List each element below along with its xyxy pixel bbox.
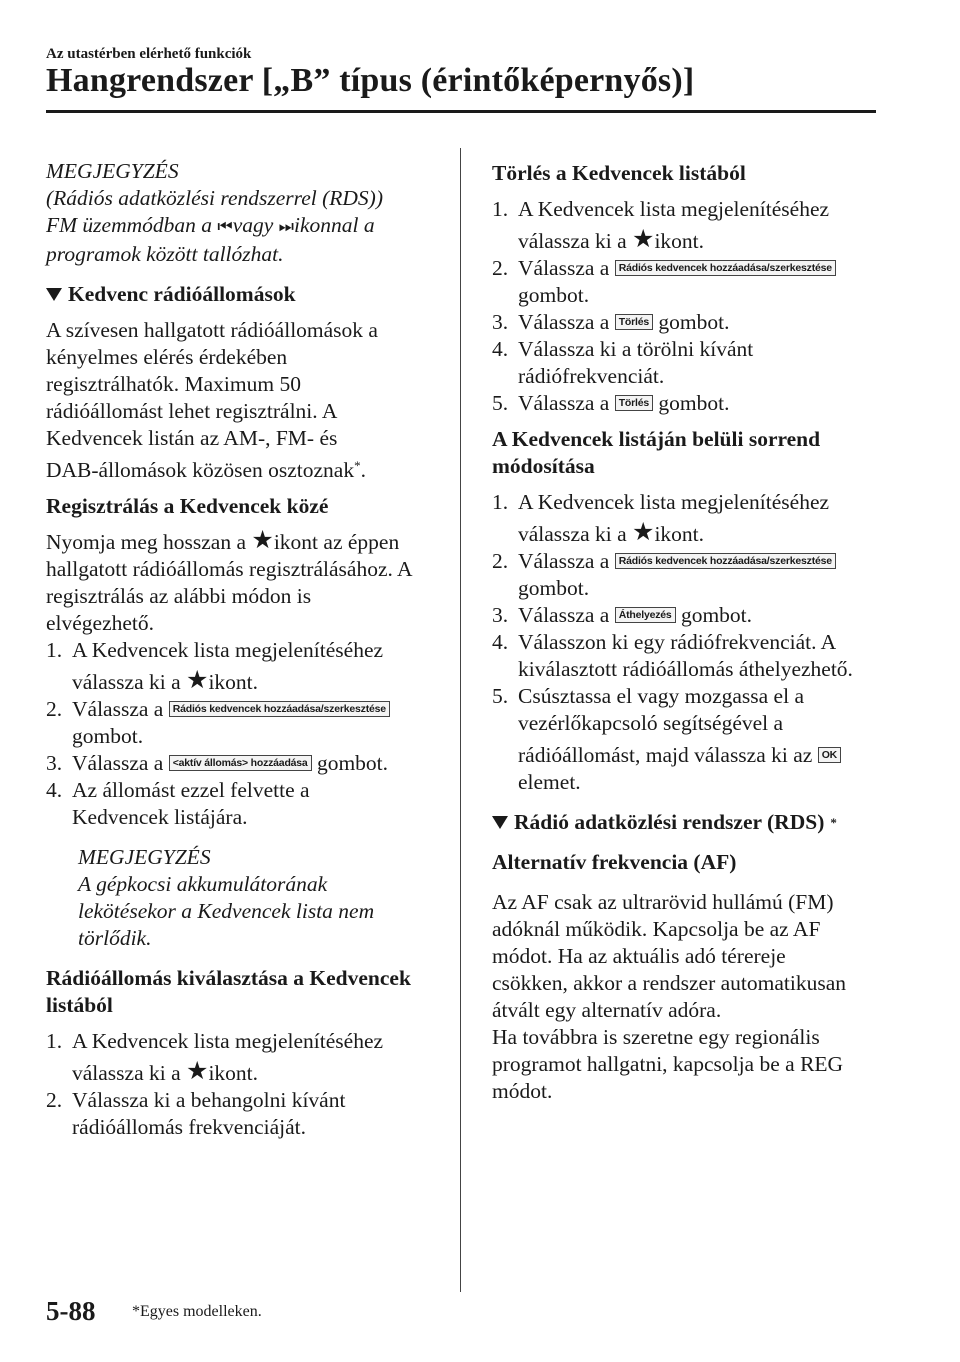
subheading-select: Rádióállomás kiválasztása a Kedvencek (46, 966, 411, 990)
star-icon: ★ (251, 527, 274, 554)
star-icon: ★ (186, 1058, 209, 1085)
step-item: 1. A Kedvencek lista megjelenítéséhez válassza ki a ★ikont. (492, 490, 830, 546)
paragraph-line: programot hallgatni, kapcsolja be a REG (492, 1052, 844, 1076)
footnote: *Egyes modelleken. (132, 1303, 262, 1320)
subheading-delete: Törlés a Kedvencek listából (492, 161, 746, 185)
paragraph-line: Nyomja meg hosszan a ★ikont az éppen (46, 527, 400, 554)
delete-button[interactable]: Törlés (615, 395, 653, 411)
delete-button[interactable]: Törlés (615, 314, 653, 330)
skip-back-icon: ⏮ (217, 217, 230, 237)
subheading-register: Regisztrálás a Kedvencek közé (46, 494, 329, 518)
note-line: FM üzemmódban a ⏮ vagy ⏭ ikonnal a (46, 213, 375, 237)
star-icon: ★ (632, 519, 655, 546)
step-item: 5. Csúsztassa el vagy mozgassa el a vezérlőkapcsoló segítségével a rádióállomást, majd válassza ki az OK elemet. (492, 683, 912, 796)
title-rule (46, 110, 876, 113)
paragraph-line: kényelmes elérés érdekében (46, 345, 288, 369)
triangle-bullet-icon (46, 288, 62, 301)
section-heading-rds: Rádió adatközlési rendszer (RDS) * (492, 809, 912, 836)
move-button[interactable]: Áthelyezés (615, 607, 676, 623)
note-line: programok között tallózhat. (46, 242, 284, 266)
star-icon: ★ (186, 667, 209, 694)
paragraph-line: hallgatott rádióállomás regisztrálásához. A (46, 557, 413, 581)
step-item: 3. Válassza a Áthelyezés gombot. (492, 603, 753, 627)
paragraph-line: regisztrálás az alábbi módon is (46, 584, 312, 608)
star-icon: ★ (632, 226, 655, 253)
paragraph-line: rádióállomást lehet regisztrálni. A (46, 399, 338, 423)
paragraph-line: módot. Ha az aktuális adó térereje (492, 944, 786, 968)
paragraph-line: DAB-állomások közösen osztoznak*. (46, 458, 366, 482)
subheading-select: listából (46, 993, 113, 1017)
note-subheading: (Rádiós adatközlési rendszerrel (RDS)) (46, 186, 383, 210)
right-column (492, 160, 912, 1105)
step-item: 2. Válassza a Rádiós kedvencek hozzáadása/szerkesztése gombot. (492, 255, 912, 309)
paragraph-line: átvált egy alternatív adóra. (492, 998, 722, 1022)
subheading-reorder: A Kedvencek listáján belüli sorrend (492, 427, 821, 451)
note-heading: MEGJEGYZÉS (46, 159, 179, 183)
paragraph-line: csökken, akkor a rendszer automatikusan (492, 971, 847, 995)
step-item: 1. A Kedvencek lista megjelenítéséhez válassza ki a ★ikont. (46, 1029, 384, 1085)
note-block: MEGJEGYZÉS A gépkocsi akkumulátorának lekötésekor a Kedvencek lista nem törlődik. (78, 845, 375, 950)
subheading-reorder: módosítása (492, 454, 595, 478)
paragraph-line: Ha továbbra is szeretne egy regionális (492, 1025, 820, 1049)
step-item: 4. Válasszon ki egy rádiófrekvenciát. A kiválasztott rádióállomás áthelyezhető. (492, 630, 853, 681)
page-title: Hangrendszer [„B” típus (érintőképernyős)] (46, 62, 695, 99)
page-number: 5-88 (46, 1296, 96, 1326)
column-divider (460, 148, 461, 1292)
paragraph-line: Az AF csak az ultrarövid hullámú (FM) (492, 890, 834, 914)
step-item: 5. Válassza a Törlés gombot. (492, 391, 730, 415)
paragraph-line: elvégezhető. (46, 611, 155, 635)
step-item: 1. A Kedvencek lista megjelenítéséhez válassza ki a ★ikont. (492, 197, 830, 253)
ok-button[interactable]: OK (818, 747, 841, 763)
step-item: 2. Válassza a Rádiós kedvencek hozzáadása/szerkesztése gombot. (46, 696, 446, 750)
step-item: 2. Válassza a Rádiós kedvencek hozzáadása/szerkesztése gombot. (492, 548, 912, 602)
subheading-af: Alternatív frekvencia (AF) (492, 850, 737, 874)
section-label: Az utastérben elérhető funkciók (46, 46, 252, 62)
add-active-station-button[interactable]: <aktív állomás> hozzáadása (169, 755, 312, 771)
step-item: 2. Válassza ki a behangolni kívánt rádióállomás frekvenciáját. (46, 1088, 346, 1139)
paragraph-line: A szívesen hallgatott rádióállomások a (46, 318, 378, 342)
step-item: 4. Az állomást ezzel felvette a Kedvencek listájára. (46, 778, 310, 829)
step-item: 3. Válassza a <aktív állomás> hozzáadása gombot. (46, 751, 389, 775)
skip-forward-icon: ⏭ (278, 217, 291, 237)
step-item: 4. Válassza ki a törölni kívánt rádiófrekvenciát. (492, 337, 754, 388)
section-heading-favorites: Kedvenc rádióállomások (46, 281, 446, 308)
triangle-bullet-icon (492, 816, 508, 829)
paragraph-line: adóknál működik. Kapcsolja be az AF (492, 917, 821, 941)
paragraph-line: regisztrálhatók. Maximum 50 (46, 372, 301, 396)
paragraph-line: módot. (492, 1079, 553, 1103)
add-edit-favorites-button[interactable]: Rádiós kedvencek hozzáadása/szerkesztése (615, 553, 836, 569)
add-edit-favorites-button[interactable]: Rádiós kedvencek hozzáadása/szerkesztése (615, 260, 836, 276)
step-item: 1. A Kedvencek lista megjelenítéséhez válassza ki a ★ikont. (46, 638, 384, 694)
left-column (46, 158, 446, 1141)
step-item: 3. Válassza a Törlés gombot. (492, 310, 730, 334)
add-edit-favorites-button[interactable]: Rádiós kedvencek hozzáadása/szerkesztése (169, 701, 390, 717)
paragraph-line: Kedvencek listán az AM-, FM- és (46, 426, 338, 450)
